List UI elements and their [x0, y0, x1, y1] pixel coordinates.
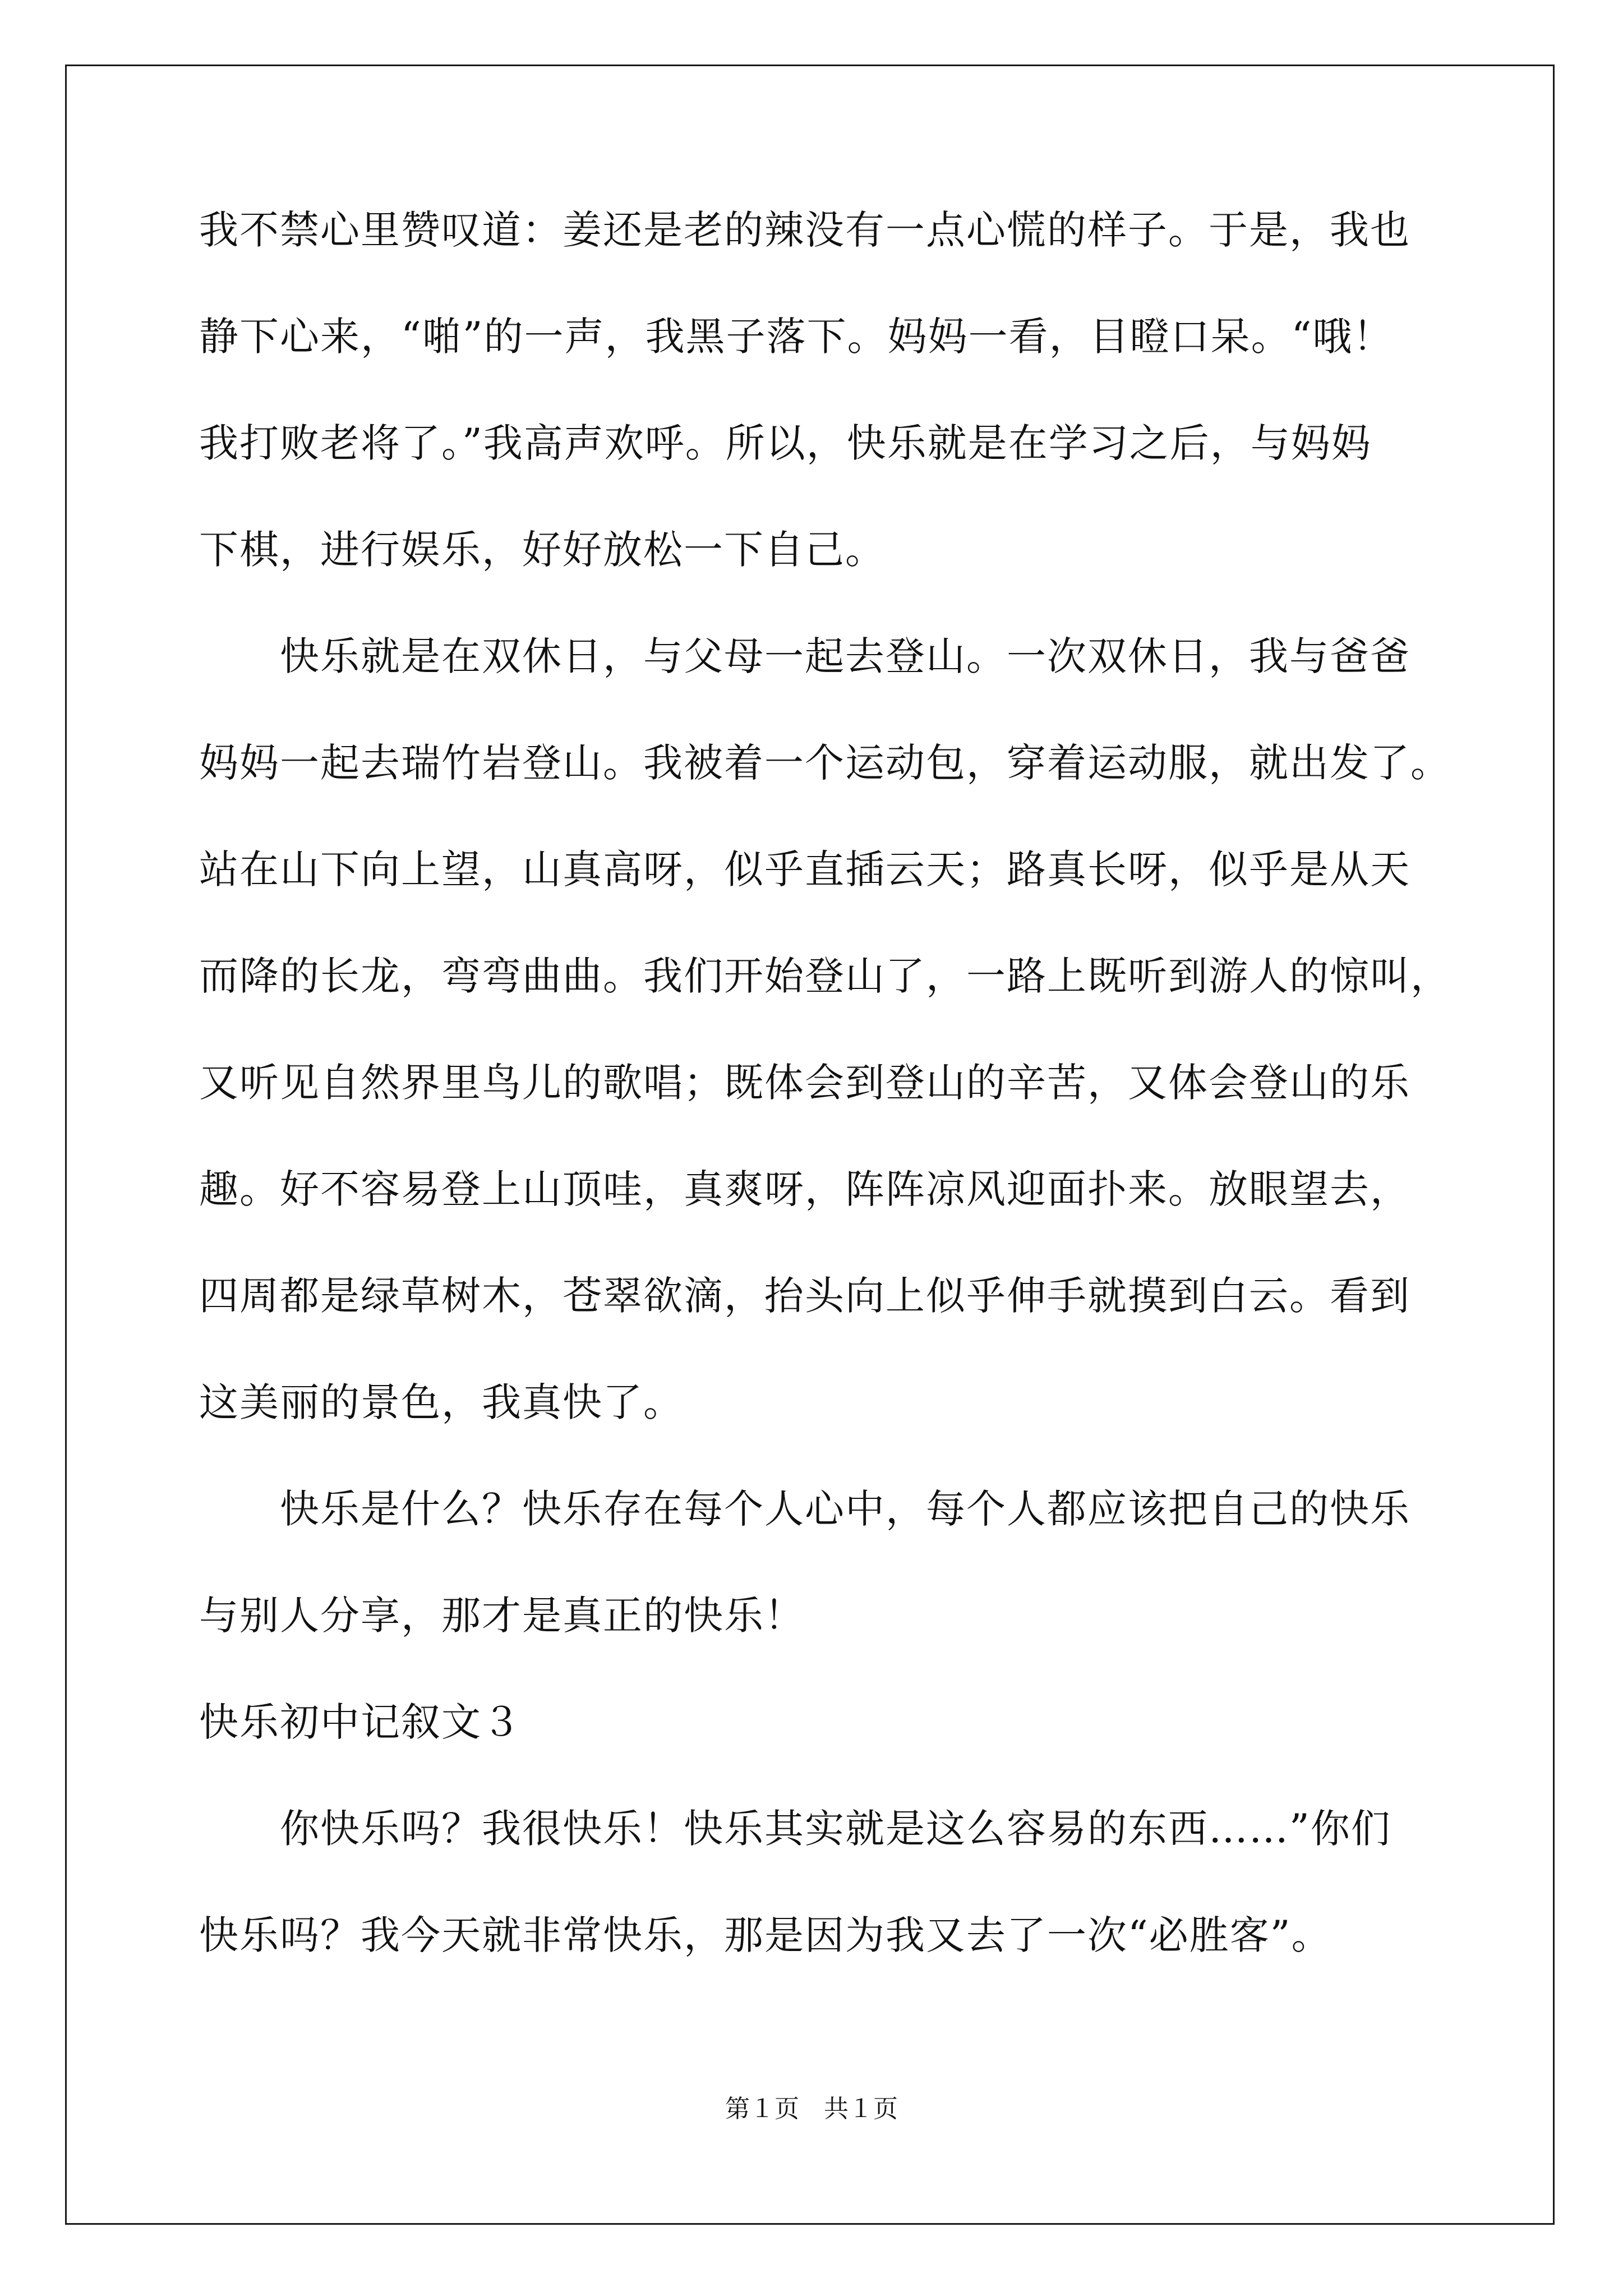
paragraph-start-line: 快乐是什么？快乐存在每个人心中，每个人都应该把自己的快乐: [199, 1486, 1410, 1532]
text-line: 快乐吗？我今天就非常快乐，那是因为我又去了一次“必胜客”。: [199, 1912, 1332, 1958]
page-number: 第１页 共１页: [725, 2095, 898, 2123]
page-border: [65, 65, 1555, 2225]
paragraph-start-line: 快乐就是在双休日，与父母一起去登山。一次双休日，我与爸爸: [199, 633, 1410, 679]
text-line: 静下心来，“啪”的一声，我黑子落下。妈妈一看，目瞪口呆。“哦！: [199, 314, 1394, 360]
text-line: 又听见自然界里鸟儿的歌唱；既体会到登山的辛苦，又体会登山的乐: [199, 1060, 1410, 1106]
text-line: 四周都是绿草树木，苍翠欲滴，抬头向上似乎伸手就摸到白云。看到: [199, 1273, 1410, 1319]
text-line: 与别人分享，那才是真正的快乐！: [199, 1593, 805, 1639]
text-line: 这美丽的景色，我真快了。: [199, 1379, 684, 1425]
text-line: 下棋，进行娱乐，好好放松一下自己。: [199, 527, 886, 573]
paragraph-start-line: 你快乐吗？我很快乐！快乐其实就是这么容易的东西……”你们: [199, 1806, 1391, 1852]
text-line: 趣。好不容易登上山顶哇，真爽呀，阵阵凉风迎面扑来。放眼望去，: [199, 1166, 1410, 1212]
text-line: 我不禁心里赞叹道：姜还是老的辣没有一点心慌的样子。于是，我也: [199, 207, 1410, 253]
section-heading: 快乐初中记叙文３: [199, 1699, 522, 1745]
text-line: 站在山下向上望，山真高呀，似乎直插云天；路真长呀，似乎是从天: [199, 846, 1410, 892]
text-line: 妈妈一起去瑞竹岩登山。我被着一个运动包，穿着运动服，就出发了。: [199, 740, 1451, 786]
text-line: 我打败老将了。”我高声欢呼。所以，快乐就是在学习之后，与妈妈: [199, 420, 1372, 466]
text-line: 而降的长龙，弯弯曲曲。我们开始登山了，一路上既听到游人的惊叫，: [199, 953, 1451, 999]
